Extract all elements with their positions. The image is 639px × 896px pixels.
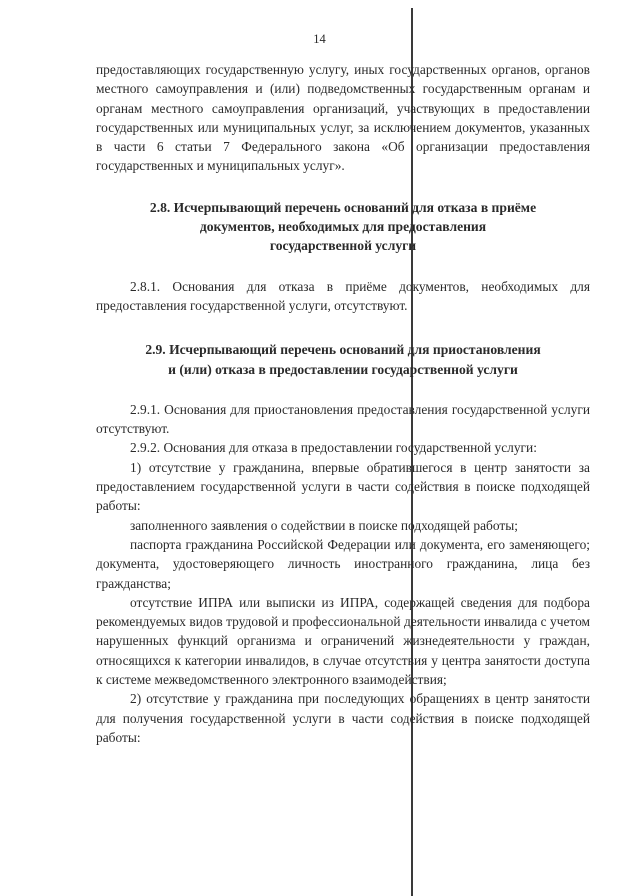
paragraph-2-9-2: 2.9.2. Основания для отказа в предоставлении государственной услуги:: [130, 440, 537, 456]
heading-2-9-line-2: и (или) отказа в предоставлении государственной услуги: [168, 361, 518, 377]
document-body: [96, 60, 590, 747]
list-item-1: 1) отсутствие у гражданина, впервые обратившегося в центр занятости за предоставлением государственной услуги в части содействия в поиске подходящей работы:: [96, 459, 590, 514]
paragraph-continuation: предоставляющих государственную услугу, иных государственных органов, органов местного самоуправления и (или) подведомственных государственным органам и органам местного самоуправления организаций, участвующих в предоставлении государственных или муниципальных услуг, за исключением документов, указанных в части 6 статьи 7 Федерального закона «Об организации предоставления государственных и муниципальных услуг».: [96, 62, 590, 174]
heading-2-8-line-1: 2.8. Исчерпывающий перечень оснований для отказа в приёме: [149, 199, 537, 215]
heading-2-8: [96, 198, 590, 256]
list-item-1-b: паспорта гражданина Российской Федерации или документа, его заменяющего; документа, удостоверяющего личность иностранного гражданина, лица без гражданства;: [96, 536, 590, 591]
heading-2-9: [96, 340, 590, 379]
heading-2-9-line-1: 2.9. Исчерпывающий перечень оснований для приостановления: [145, 342, 541, 358]
list-item-2: 2) отсутствие у гражданина при последующих обращениях в центр занятости для получения государственной услуги в части содействия в поиске подходящей работы:: [96, 691, 590, 745]
paragraph-2-9-1: 2.9.1. Основания для приостановления предоставления государственной услуги отсутствуют.: [96, 401, 590, 437]
list-item-1-c: отсутствие ИПРА или выписки из ИПРА, содержащей сведения для подбора рекомендуемых видов трудовой и профессиональной деятельности инвалида с учетом нарушенных функций организма и ограничений жизнедеятельности у граждан, относящихся к категории инвалидов, в случае отсутствия у центра занятости доступа к системе межведомственного электронного взаимодействия;: [96, 594, 590, 688]
heading-2-8-line-3: государственной услуги: [269, 238, 417, 254]
paragraph-2-8-1: 2.8.1. Основания для отказа в приёме документов, необходимых для предоставления государственной услуги, отсутствуют.: [96, 278, 590, 313]
list-item-1-a: заполненного заявления о содействии в поиске подходящей работы;: [130, 517, 518, 533]
heading-2-8-line-2: документов, необходимых для предоставления: [199, 219, 487, 235]
page-number: 14: [313, 32, 326, 46]
